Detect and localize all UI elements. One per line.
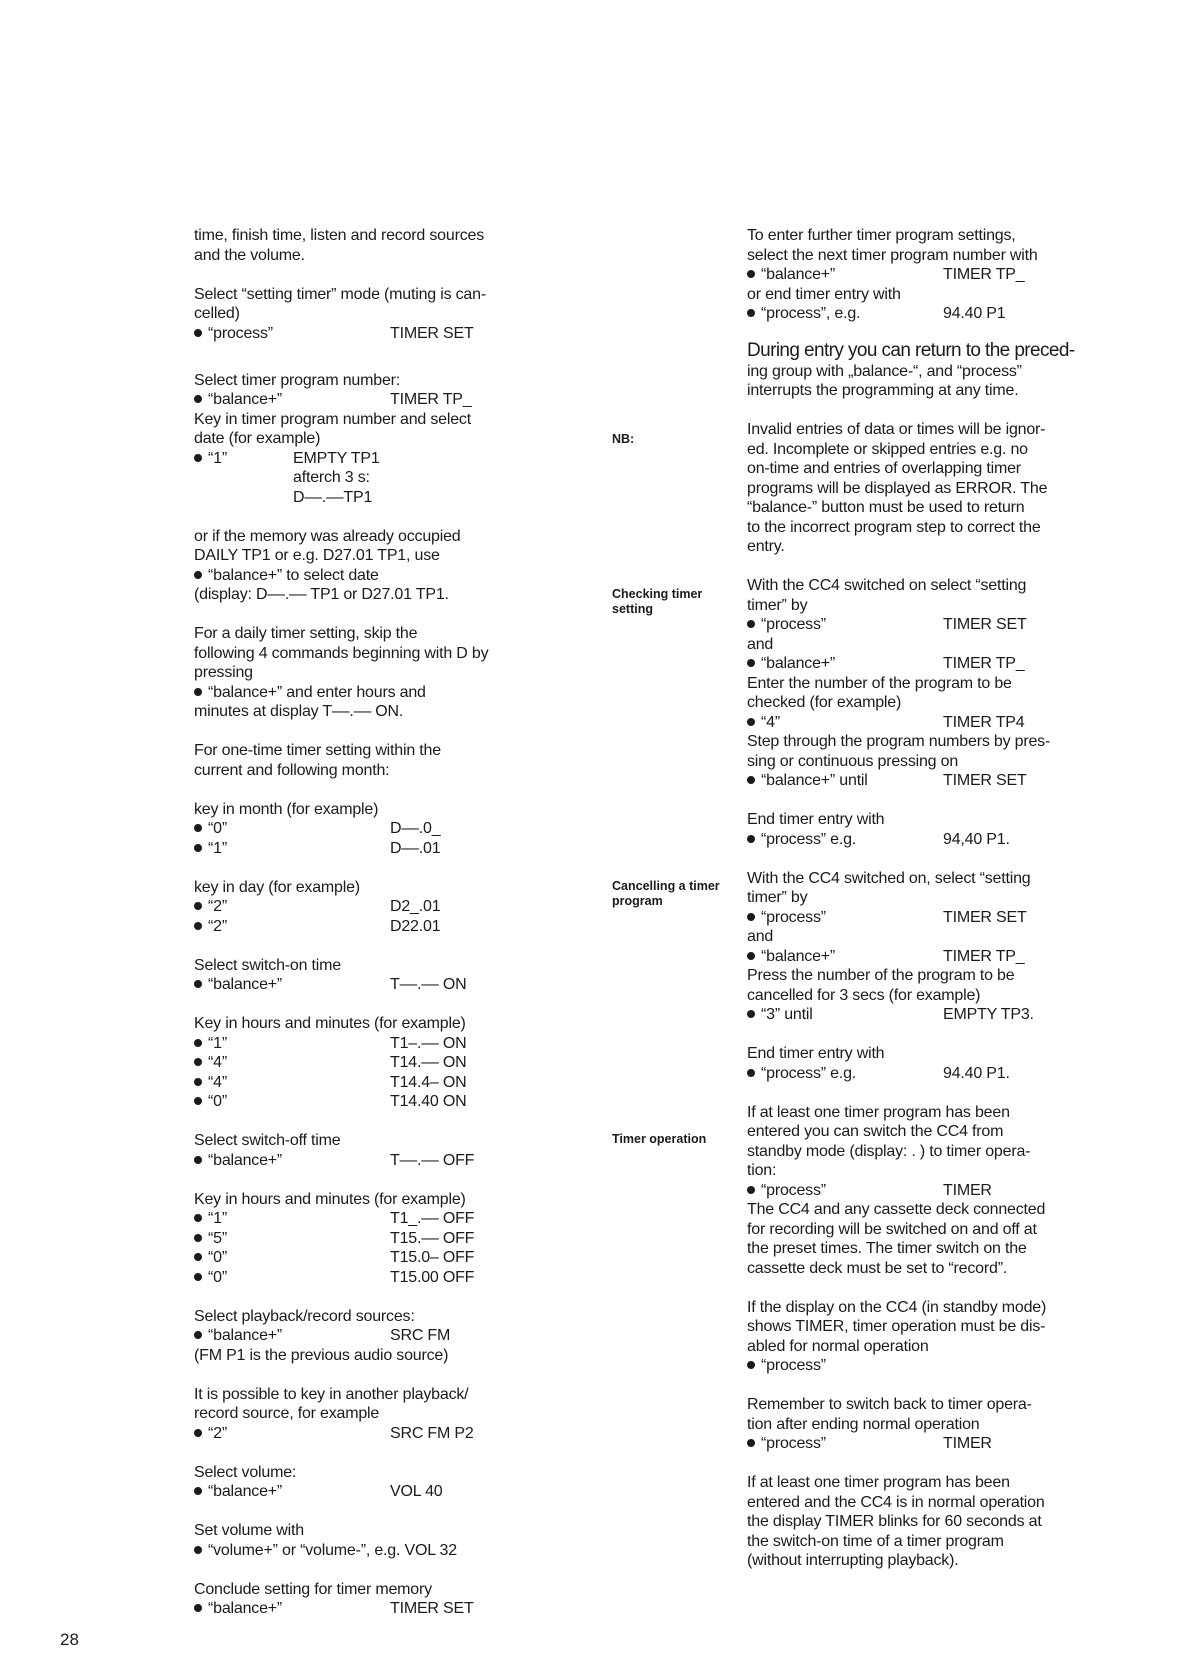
text-line: key in month (for example) <box>194 800 379 818</box>
display-readout: T1–.–– ON <box>390 1034 467 1052</box>
display-readout: TIMER TP4 <box>943 713 1025 731</box>
instruction-row <box>194 897 534 917</box>
bullet-icon <box>747 913 755 921</box>
bullet-icon <box>194 329 202 337</box>
bullet-icon <box>194 571 202 579</box>
text-line: programs will be displayed as ERROR. The <box>747 479 1048 497</box>
text-line: or end timer entry with <box>747 285 901 303</box>
display-readout: T1_.–– OFF <box>390 1210 475 1227</box>
side-label-line: program <box>612 894 663 908</box>
instruction-row <box>747 1434 1077 1454</box>
text-line: DAILY TP1 or e.g. D27.01 TP1, use <box>194 547 440 564</box>
text-line: and the volume. <box>194 246 305 264</box>
bullet-icon <box>194 1546 202 1554</box>
side-label-cancelling-timer-program <box>612 879 742 909</box>
text-line: Select switch-off time <box>194 1132 341 1149</box>
key-label: “4” <box>208 1054 227 1071</box>
instruction-row <box>747 713 1077 733</box>
text-line: key in day (for example) <box>194 878 360 896</box>
instruction-row <box>194 390 534 410</box>
key-label: “balance+” <box>208 1483 283 1500</box>
key-label: “3” until <box>761 1006 813 1023</box>
bullet-icon <box>194 1214 202 1222</box>
text-line: entered and the CC4 is in normal operation <box>747 1493 1045 1511</box>
display-readout: TIMER TP_ <box>943 655 1025 672</box>
text-line: timer” by <box>747 596 808 614</box>
text-line: minutes at display T––.–– ON. <box>194 703 404 720</box>
bullet-icon <box>194 1097 202 1105</box>
text-line: afterch 3 s: <box>293 469 370 486</box>
text-line: The CC4 and any cassette deck connected <box>747 1201 1046 1218</box>
instruction-row <box>194 324 534 344</box>
text-line: to the incorrect program step to correct the <box>747 518 1041 536</box>
bullet-icon <box>747 776 755 784</box>
text-line: Enter the number of the program to be <box>747 674 1012 692</box>
text-line: Select timer program number: <box>194 371 401 389</box>
instruction-row <box>194 1092 534 1112</box>
bullet-icon <box>194 1058 202 1066</box>
text-line: Key in timer program number and select <box>194 410 471 428</box>
display-readout: SRC FM <box>390 1327 451 1344</box>
text-line: Remember to switch back to timer opera- <box>747 1396 1032 1413</box>
text-line: tion after ending normal operation <box>747 1415 980 1433</box>
text-line: checked (for example) <box>747 694 902 711</box>
text-line: time, finish time, listen and record sources <box>194 227 484 244</box>
key-label: “balance+” <box>761 266 836 283</box>
text-line: and <box>747 635 774 653</box>
key-label: “1” <box>208 1210 227 1227</box>
key-label: “1” <box>208 839 227 857</box>
key-label: “1” <box>208 449 227 467</box>
text-line: Select playback/record sources: <box>194 1307 415 1325</box>
bullet-icon <box>194 395 202 403</box>
bullet-icon <box>194 1156 202 1164</box>
text-line: With the CC4 switched on select “setting <box>747 577 1027 594</box>
display-readout: TIMER TP_ <box>943 266 1025 283</box>
display-readout: 94.40 P1. <box>943 1064 1010 1082</box>
text-line: the preset times. The timer switch on the <box>747 1240 1027 1257</box>
text-line: Set volume with <box>194 1522 304 1539</box>
display-readout: TIMER <box>943 1181 992 1199</box>
key-label: “balance+” <box>208 1600 283 1617</box>
text-line: for recording will be switched on and off at <box>747 1220 1037 1238</box>
text-line: For a daily timer setting, skip the <box>194 625 418 642</box>
display-readout: D––.––TP1 <box>293 488 373 506</box>
instruction-row <box>194 1073 534 1093</box>
bullet-icon <box>194 688 202 696</box>
display-readout: TIMER SET <box>390 1600 474 1617</box>
text-line: entry. <box>747 538 785 555</box>
bullet-icon <box>194 844 202 852</box>
right-column <box>747 226 1077 1571</box>
key-label: “process” <box>761 908 826 926</box>
instruction-row <box>747 1181 1077 1201</box>
side-label-line: setting <box>612 602 653 616</box>
text-line: interrupts the programming at any time. <box>747 382 1019 399</box>
text-line: shows TIMER, timer operation must be dis- <box>747 1318 1046 1335</box>
key-label: “balance+” <box>761 655 836 672</box>
text-line: tion: <box>747 1162 777 1179</box>
text-line: on-time and entries of overlapping timer <box>747 460 1021 477</box>
bullet-icon <box>747 620 755 628</box>
text-line: celled) <box>194 305 240 322</box>
text-line: Select switch-on time <box>194 956 341 974</box>
key-label: “balance+” <box>208 1327 283 1344</box>
instruction-row <box>194 1599 534 1619</box>
key-label: “1” <box>208 1034 227 1052</box>
bullet-icon <box>747 1361 755 1369</box>
text-line: (without interrupting playback). <box>747 1552 959 1569</box>
key-label: “0” <box>208 1249 227 1266</box>
display-readout: VOL 40 <box>390 1483 443 1500</box>
key-label: “balance+” to select date <box>208 566 379 584</box>
key-label: “balance+” <box>208 1151 283 1169</box>
instruction-row <box>747 1356 1077 1376</box>
instruction-row <box>194 1326 534 1346</box>
text-line: Key in hours and minutes (for example) <box>194 1190 466 1208</box>
text-line: End timer entry with <box>747 1045 885 1062</box>
instruction-row <box>194 449 534 469</box>
key-label: “volume+” or “volume-”, e.g. VOL 32 <box>208 1541 457 1559</box>
text-line: Invalid entries of data or times will be ignor- <box>747 421 1046 438</box>
text-line: (FM P1 is the previous audio source) <box>194 1346 449 1364</box>
key-label: “4” <box>208 1073 227 1091</box>
bullet-icon <box>747 1439 755 1447</box>
instruction-row <box>194 1424 534 1444</box>
instruction-row <box>194 1209 534 1229</box>
key-label: “0” <box>208 1268 227 1286</box>
instruction-row <box>747 1064 1077 1084</box>
display-readout: D––.01 <box>390 839 441 857</box>
text-line: Conclude setting for timer memory <box>194 1580 432 1598</box>
instruction-row <box>194 1268 534 1288</box>
instruction-row <box>194 975 534 995</box>
key-label: “2” <box>208 898 227 915</box>
instruction-row <box>747 1005 1077 1025</box>
bullet-icon <box>194 1078 202 1086</box>
bullet-icon <box>194 980 202 988</box>
bullet-icon <box>747 1186 755 1194</box>
key-label: “0” <box>208 820 227 837</box>
text-line: abled for normal operation <box>747 1337 929 1355</box>
key-label: “process” e.g. <box>761 830 857 848</box>
instruction-row <box>747 615 1077 635</box>
display-readout: TIMER <box>943 1435 992 1452</box>
bullet-icon <box>747 1069 755 1077</box>
display-readout: TIMER SET <box>390 324 474 342</box>
left-column <box>194 226 534 1619</box>
instruction-row <box>194 1248 534 1268</box>
text-line: or if the memory was already occupied <box>194 527 461 545</box>
bullet-icon <box>747 309 755 317</box>
display-readout: D2_.01 <box>390 898 441 915</box>
instruction-row <box>194 839 534 859</box>
bullet-icon <box>747 835 755 843</box>
text-line: timer” by <box>747 889 808 906</box>
key-label: “process”, e.g. <box>761 305 861 322</box>
text-line: pressing <box>194 664 253 681</box>
display-readout: D22.01 <box>390 917 441 935</box>
text-line: If at least one timer program has been <box>747 1474 1010 1491</box>
bullet-icon <box>194 1273 202 1281</box>
bullet-icon <box>194 454 202 462</box>
bullet-icon <box>194 1429 202 1437</box>
instruction-row <box>194 1229 534 1249</box>
bullet-icon <box>194 1487 202 1495</box>
key-label: “balance+” until <box>761 772 868 789</box>
display-readout: T14.40 ON <box>390 1093 467 1110</box>
instruction-row <box>194 1482 534 1502</box>
text-line: record source, for example <box>194 1405 380 1422</box>
text-line: During entry you can return to the preced- <box>747 339 1075 361</box>
bullet-icon <box>747 659 755 667</box>
display-readout: T14.–– ON <box>390 1054 467 1071</box>
instruction-row <box>747 947 1077 967</box>
text-line: Step through the program numbers by pres- <box>747 733 1051 750</box>
display-readout: 94.40 P1 <box>943 305 1006 322</box>
instruction-row <box>194 1151 534 1171</box>
text-line: standby mode (display: . ) to timer opera- <box>747 1142 1031 1160</box>
instruction-row <box>194 1541 534 1561</box>
text-line: entered you can switch the CC4 from <box>747 1123 1004 1140</box>
display-readout: T15.–– OFF <box>390 1229 475 1247</box>
text-line: Select “setting timer” mode (muting is can- <box>194 285 486 303</box>
text-line: current and following month: <box>194 761 390 779</box>
display-readout: 94,40 P1. <box>943 830 1010 848</box>
display-readout: T14.4– ON <box>390 1073 467 1091</box>
text-line: cassette deck must be set to “record”. <box>747 1259 1008 1277</box>
key-label: “0” <box>208 1093 227 1110</box>
text-line: and <box>747 928 774 945</box>
key-label: “process” <box>761 1181 826 1199</box>
side-label-checking-timer-setting <box>612 587 742 617</box>
bullet-icon <box>194 1039 202 1047</box>
display-readout: TIMER TP_ <box>390 391 472 408</box>
text-line: sing or continuous pressing on <box>747 752 959 770</box>
text-line: select the next timer program number with <box>747 246 1038 264</box>
text-line: With the CC4 switched on, select “setting <box>747 869 1031 887</box>
text-line: the display TIMER blinks for 60 seconds at <box>747 1513 1042 1530</box>
key-label: “2” <box>208 1424 227 1442</box>
display-readout: TIMER SET <box>943 616 1027 633</box>
text-line: date (for example) <box>194 430 321 447</box>
text-line: Select volume: <box>194 1463 297 1481</box>
key-label: “process” e.g. <box>761 1064 857 1082</box>
display-readout: D––.0_ <box>390 820 441 837</box>
instruction-row <box>194 683 534 703</box>
bullet-icon <box>194 922 202 930</box>
text-line: It is possible to key in another playback/ <box>194 1385 469 1403</box>
key-label: “2” <box>208 917 227 935</box>
text-line: To enter further timer program settings, <box>747 227 1016 244</box>
side-label-line: Checking timer <box>612 587 703 601</box>
text-line: cancelled for 3 secs (for example) <box>747 986 981 1004</box>
key-label: “process” <box>761 1435 826 1452</box>
instruction-row <box>747 908 1077 928</box>
page-number: 28 <box>60 1630 79 1649</box>
display-readout: T15.0– OFF <box>390 1249 475 1266</box>
text-line: For one-time timer setting within the <box>194 742 441 759</box>
bullet-icon <box>194 1604 202 1612</box>
bullet-icon <box>747 952 755 960</box>
bullet-icon <box>194 1253 202 1261</box>
text-line: the switch-on time of a timer program <box>747 1532 1004 1550</box>
instruction-row <box>194 1034 534 1054</box>
display-readout: TIMER TP_ <box>943 947 1025 965</box>
instruction-row <box>194 917 534 937</box>
key-label: “process” <box>761 1357 826 1374</box>
instruction-row <box>194 566 534 586</box>
display-readout: T––.–– ON <box>390 976 467 993</box>
bullet-icon <box>747 270 755 278</box>
bullet-icon <box>194 1234 202 1242</box>
key-label: “balance+” <box>208 976 283 993</box>
text-line: (display: D––.–– TP1 or D27.01 TP1. <box>194 586 449 603</box>
side-label-timer-operation: Timer operation <box>612 1132 707 1146</box>
instruction-row <box>747 265 1077 285</box>
bullet-icon <box>747 1010 755 1018</box>
instruction-row <box>194 1053 534 1073</box>
key-label: “process” <box>761 616 826 633</box>
text-line: End timer entry with <box>747 811 885 828</box>
key-label: “5” <box>208 1229 227 1247</box>
text-line: ing group with „balance-“, and “process” <box>747 362 1022 380</box>
instruction-row <box>747 771 1077 791</box>
instruction-row <box>747 654 1077 674</box>
bullet-icon <box>194 824 202 832</box>
bullet-icon <box>747 718 755 726</box>
bullet-icon <box>194 902 202 910</box>
text-line: following 4 commands beginning with D by <box>194 644 489 662</box>
instruction-row <box>747 304 1077 324</box>
display-readout: EMPTY TP3. <box>943 1006 1034 1023</box>
display-readout: TIMER SET <box>943 908 1027 926</box>
side-label-nb: NB: <box>612 432 635 446</box>
bullet-icon <box>194 1331 202 1339</box>
key-label: “4” <box>761 713 780 731</box>
side-label-line: Cancelling a timer <box>612 879 720 893</box>
text-line: If the display on the CC4 (in standby mode) <box>747 1298 1047 1316</box>
display-readout: SRC FM P2 <box>390 1424 474 1442</box>
text-line: “balance-” button must be used to return <box>747 499 1025 516</box>
text-line: If at least one timer program has been <box>747 1103 1010 1121</box>
instruction-row <box>194 819 534 839</box>
display-readout: T15.00 OFF <box>390 1268 475 1286</box>
key-label: “balance+” <box>208 391 283 408</box>
key-label: “balance+” <box>761 947 836 965</box>
text-line: Press the number of the program to be <box>747 967 1015 984</box>
key-label: “balance+” and enter hours and <box>208 683 426 701</box>
display-readout: EMPTY TP1 <box>293 449 380 467</box>
text-line: ed. Incomplete or skipped entries e.g. no <box>747 440 1028 458</box>
display-readout: TIMER SET <box>943 772 1027 789</box>
key-label: “process” <box>208 324 273 342</box>
text-line: Key in hours and minutes (for example) <box>194 1015 466 1032</box>
display-readout: T––.–– OFF <box>390 1151 475 1169</box>
instruction-row <box>747 830 1077 850</box>
